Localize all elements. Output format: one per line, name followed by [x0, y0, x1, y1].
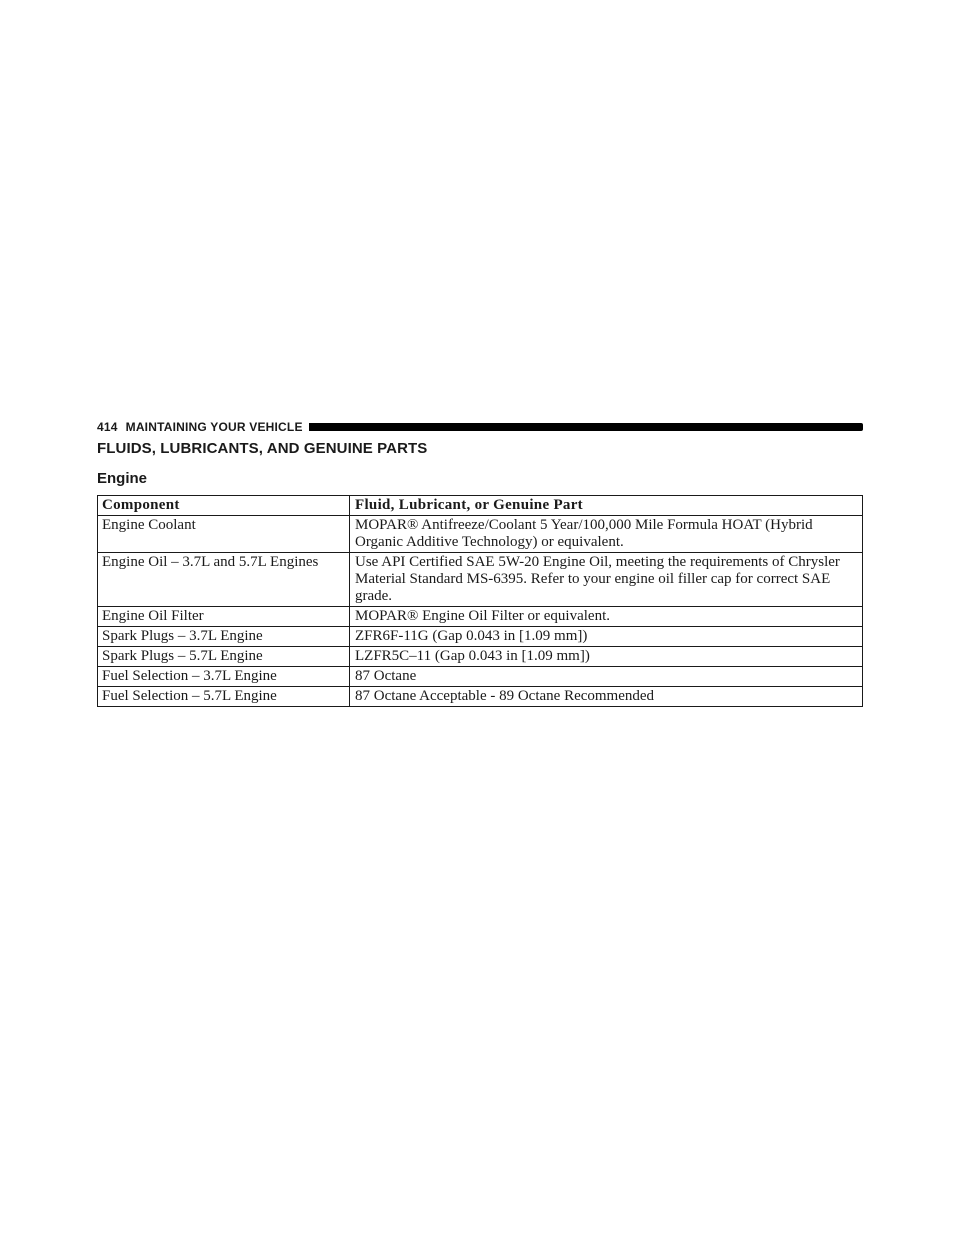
table-row — [98, 687, 863, 707]
table-row — [98, 553, 863, 607]
row-part: MOPAR® Engine Oil Filter or equivalent. — [350, 607, 863, 627]
row-component: Engine Oil – 3.7L and 5.7L Engines — [98, 553, 350, 607]
row-part: ZFR6F-11G (Gap 0.043 in [1.09 mm]) — [350, 627, 863, 647]
engine-spec-table — [97, 495, 863, 707]
row-component: Engine Coolant — [98, 516, 350, 553]
row-component: Spark Plugs – 3.7L Engine — [98, 627, 350, 647]
row-part: Use API Certified SAE 5W-20 Engine Oil, meeting the requirements of Chrysler Material Standard MS-6395. Refer to your engine oil filler cap for correct SAE grade. — [350, 553, 863, 607]
page-header — [97, 420, 863, 434]
section-subtitle: Engine — [97, 470, 148, 487]
table-row — [98, 647, 863, 667]
table-row — [98, 667, 863, 687]
table-row — [98, 627, 863, 647]
row-component: Spark Plugs – 5.7L Engine — [98, 647, 350, 667]
table-header-row — [98, 496, 863, 516]
row-part: 87 Octane — [350, 667, 863, 687]
row-component: Fuel Selection – 5.7L Engine — [98, 687, 350, 707]
row-component: Engine Oil Filter — [98, 607, 350, 627]
page-title: FLUIDS, LUBRICANTS, AND GENUINE PARTS — [97, 440, 428, 457]
row-part: MOPAR® Antifreeze/Coolant 5 Year/100,000 Mile Formula HOAT (Hybrid Organic Additive Technology) or equivalent. — [350, 516, 863, 553]
column-header-component: Component — [98, 496, 350, 516]
row-component: Fuel Selection – 3.7L Engine — [98, 667, 350, 687]
page-number: 414 — [97, 420, 118, 434]
row-part: 87 Octane Acceptable - 89 Octane Recommended — [350, 687, 863, 707]
table-row — [98, 607, 863, 627]
table-row — [98, 516, 863, 553]
column-header-part: Fluid, Lubricant, or Genuine Part — [350, 496, 863, 516]
row-part: LZFR5C–11 (Gap 0.043 in [1.09 mm]) — [350, 647, 863, 667]
section-title: MAINTAINING YOUR VEHICLE — [125, 420, 303, 434]
header-rule — [309, 423, 863, 431]
